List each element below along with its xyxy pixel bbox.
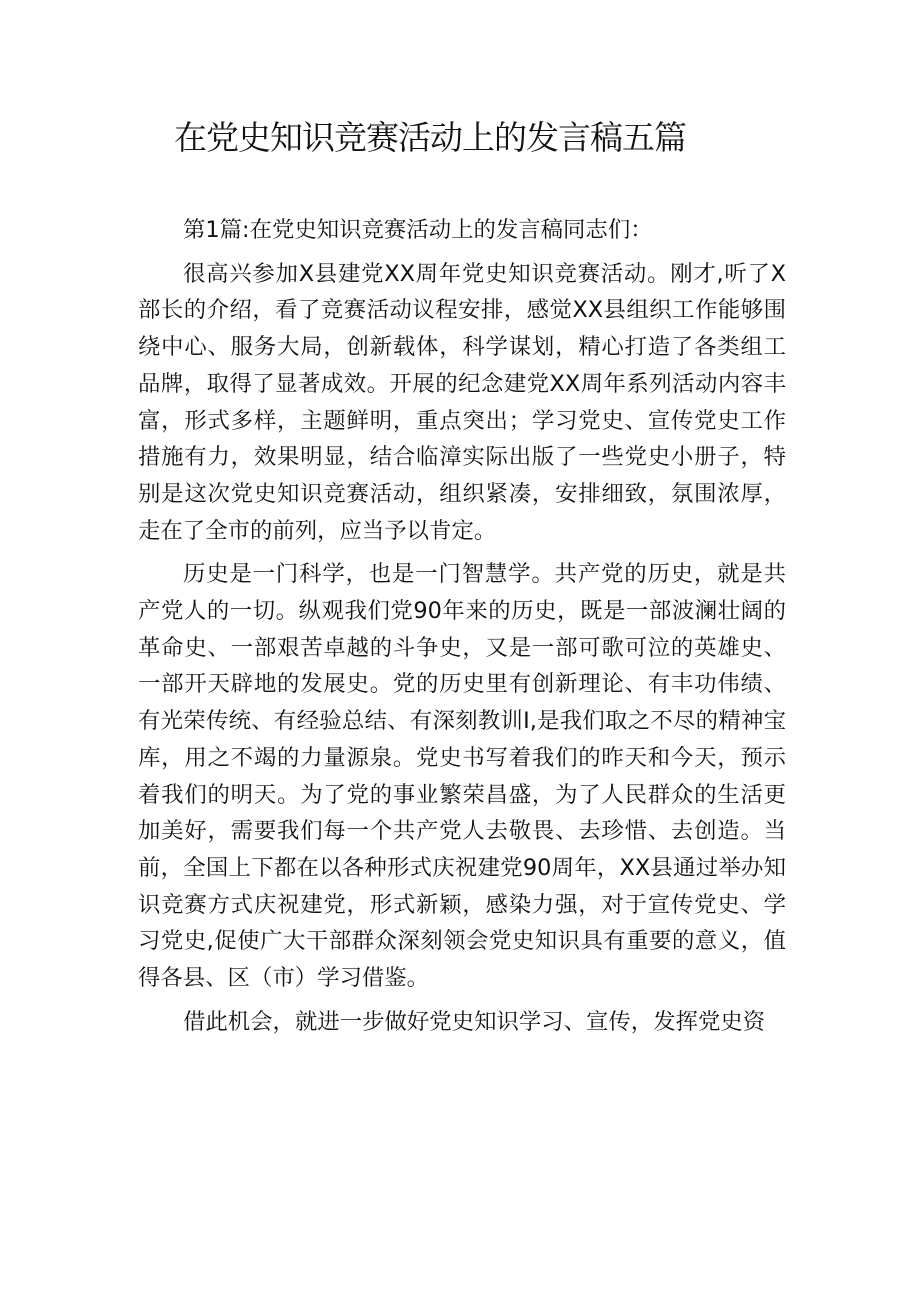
paragraph-3: 借此机会，就进一步做好党史知识学习、宣传，发挥党史资 (183, 1008, 766, 1035)
document-body (138, 212, 786, 1047)
paragraph-2: 历史是一门科学，也是一门智慧学。共产党的历史，就是共产党人的一切。纵观我们党90年来的历史，既是一部波澜壮阔的革命史、一部艰苦卓越的斗争史，又是一部可歌可泣的英雄史、一部开天辟地的发展史。党的历史里有创新理论、有丰功伟绩、有光荣传统、有经验总结、有深刻教训I,是我们取之不尽的精神宝库，用之不竭的力量源泉。党史书写着我们的昨天和今天，预示着我们的明天。为了党的事业繁荣昌盛，为了人民群众的生活更加美好，需要我们每一个共产党人去敬畏、去珍惜、去创造。当前，全国上下都在以各种形式庆祝建党90周年，XX县通过举办知识竞赛方式庆祝建党，形式新颖，感染力强，对于宣传党史、学习党史,促使广大干部群众深刻领会党史知识具有重要的意义，值得各县、区（市）学习借鉴。 (138, 561, 786, 992)
paragraph-heading: 第1篇:在党史知识竞赛活动上的发言稿同志们： (183, 217, 653, 243)
document-title: 在党史知识竞赛活动上的发言稿五篇 (174, 118, 686, 157)
paragraph-1: 很高兴参加X县建党XX周年党史知识竞赛活动。刚才,听了X部长的介绍，看了竞赛活动议程安排，感觉XX县组织工作能够围绕中心、服务大局，创新载体，科学谋划，精心打造了各类组工品牌，取得了显著成效。开展的纪念建党XX周年系列活动内容丰富，形式多样，主题鲜明，重点突出；学习党史、宣传党史工作措施有力，效果明显，结合临漳实际出版了一些党史小册子，特别是这次党史知识竞赛活动，组织紧凑，安排细致，氛围浓厚，走在了全市的前列，应当予以肯定。 (138, 260, 786, 544)
